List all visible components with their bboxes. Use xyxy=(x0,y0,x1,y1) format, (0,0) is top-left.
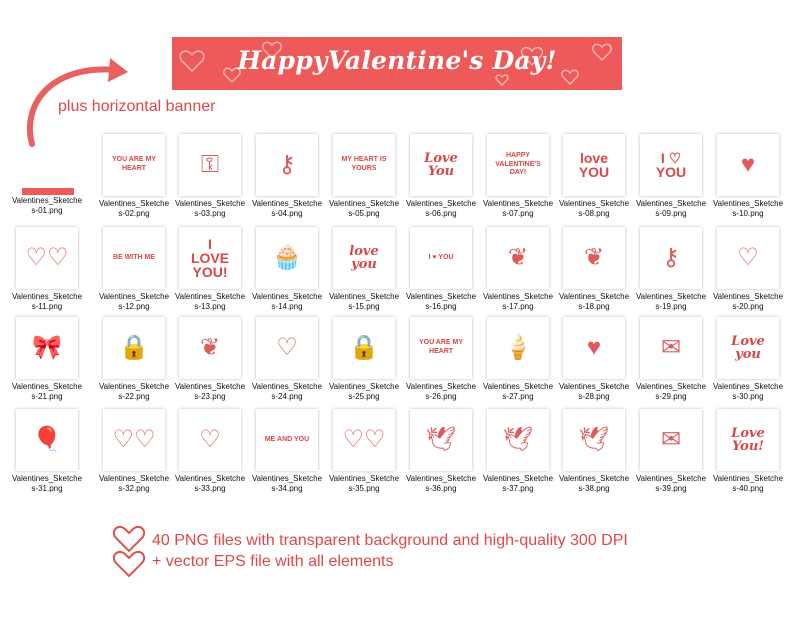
file-name: Valentines_Sketches-32.png xyxy=(98,474,170,493)
file-name: Valentines_Sketches-02.png xyxy=(98,199,170,218)
file-name: Valentines_Sketches-10.png xyxy=(712,199,784,218)
file-thumbnail xyxy=(563,134,625,196)
sketch-lettering: Love You xyxy=(424,151,458,179)
file-tile[interactable] xyxy=(634,409,708,494)
file-thumbnail xyxy=(333,409,395,471)
feature-item xyxy=(112,551,632,572)
file-thumbnail xyxy=(717,134,779,196)
file-name: Valentines_Sketches-04.png xyxy=(251,199,323,218)
file-name: Valentines_Sketches-13.png xyxy=(174,292,246,311)
file-thumbnail xyxy=(717,409,779,471)
file-name: Valentines_Sketches-39.png xyxy=(635,474,707,493)
sketch-icon: ⚷ xyxy=(662,244,680,271)
file-tile[interactable] xyxy=(327,227,401,312)
sketch-lettering: YOU ARE MY HEART xyxy=(111,156,157,172)
file-tile[interactable] xyxy=(557,317,631,402)
file-thumbnail xyxy=(256,317,318,379)
file-tile[interactable] xyxy=(711,134,785,219)
file-thumbnail xyxy=(16,227,78,289)
sketch-icon: ♡ xyxy=(276,334,298,361)
file-name: Valentines_Sketches-22.png xyxy=(98,382,170,401)
file-thumbnail xyxy=(563,317,625,379)
file-tile[interactable] xyxy=(173,317,247,402)
file-thumbnail xyxy=(179,317,241,379)
sketch-icon: ⚷ xyxy=(278,151,296,178)
file-thumbnail xyxy=(717,227,779,289)
file-name: Valentines_Sketches-40.png xyxy=(712,474,784,493)
file-tile[interactable] xyxy=(634,227,708,312)
file-name: Valentines_Sketches-06.png xyxy=(405,199,477,218)
feature-list xyxy=(112,530,632,572)
file-tile[interactable] xyxy=(711,409,785,494)
file-thumbnail xyxy=(640,134,702,196)
file-name: Valentines_Sketches-17.png xyxy=(482,292,554,311)
file-thumbnail xyxy=(179,134,241,196)
sketch-icon: 🔒 xyxy=(119,334,149,361)
file-tile[interactable] xyxy=(634,317,708,402)
file-tile[interactable] xyxy=(10,227,84,312)
file-tile[interactable] xyxy=(557,409,631,494)
sketch-lettering: love you xyxy=(349,244,379,272)
sketch-icon: ♡ xyxy=(199,426,221,453)
file-thumbnail xyxy=(563,409,625,471)
file-thumbnail xyxy=(487,409,549,471)
file-name: Valentines_Sketches-18.png xyxy=(558,292,630,311)
sketch-icon: ♡ xyxy=(737,244,759,271)
file-thumbnail xyxy=(410,227,472,289)
file-tile[interactable] xyxy=(481,134,555,219)
sketch-lettering: YOU ARE MY HEART xyxy=(418,339,464,355)
file-name: Valentines_Sketches-09.png xyxy=(635,199,707,218)
feature-text: + vector EPS file with all elements xyxy=(152,553,394,570)
file-name: Valentines_Sketches-25.png xyxy=(328,382,400,401)
file-thumbnail xyxy=(333,134,395,196)
sketch-lettering: love YOU xyxy=(578,150,610,180)
file-tile[interactable] xyxy=(10,409,84,494)
file-tile[interactable] xyxy=(173,134,247,219)
file-thumbnail xyxy=(256,409,318,471)
file-thumbnail xyxy=(103,317,165,379)
file-thumbnail xyxy=(487,317,549,379)
banner-callout-text: plus horizontal banner xyxy=(58,98,216,115)
file-tile[interactable] xyxy=(481,317,555,402)
file-name: Valentines_Sketches-11.png xyxy=(11,292,83,311)
file-tile[interactable] xyxy=(250,134,324,219)
sketch-lettering: I ♡ YOU xyxy=(655,150,687,180)
file-tile[interactable] xyxy=(327,134,401,219)
sketch-lettering: ME AND YOU xyxy=(264,435,310,443)
file-name: Valentines_Sketches-01.png xyxy=(11,196,83,215)
file-name: Valentines_Sketches-28.png xyxy=(558,382,630,401)
sketch-icon: ♡♡ xyxy=(342,426,386,453)
sketch-icon: ♥ xyxy=(740,151,756,178)
file-name: Valentines_Sketches-31.png xyxy=(11,474,83,493)
sketch-icon: ❦ xyxy=(199,334,221,361)
file-tile[interactable] xyxy=(97,134,171,219)
file-thumbnail xyxy=(333,317,395,379)
file-name: Valentines_Sketches-33.png xyxy=(174,474,246,493)
feature-item xyxy=(112,530,632,551)
file-name: Valentines_Sketches-03.png xyxy=(174,199,246,218)
sketch-icon: ❦ xyxy=(583,244,605,271)
sketch-lettering: Love You! xyxy=(731,426,765,454)
file-tile[interactable] xyxy=(711,227,785,312)
file-tile[interactable] xyxy=(250,227,324,312)
file-thumbnail xyxy=(410,134,472,196)
file-tile[interactable] xyxy=(557,227,631,312)
file-tile[interactable] xyxy=(250,409,324,494)
feature-text: 40 PNG files with transparent background and high-quality 300 DPI xyxy=(152,532,628,549)
file-thumbnail xyxy=(487,227,549,289)
file-tile[interactable] xyxy=(481,409,555,494)
file-thumbnail xyxy=(179,227,241,289)
file-name: Valentines_Sketches-27.png xyxy=(482,382,554,401)
sketch-icon: 🎀 xyxy=(32,334,62,361)
file-name: Valentines_Sketches-21.png xyxy=(11,382,83,401)
banner-title: HappyValentine's Day! xyxy=(237,46,557,75)
file-tile[interactable] xyxy=(327,317,401,402)
file-tile[interactable] xyxy=(557,134,631,219)
file-tile[interactable] xyxy=(404,134,478,219)
file-thumbnail xyxy=(256,134,318,196)
file-tile[interactable] xyxy=(97,317,171,402)
file-name: Valentines_Sketches-12.png xyxy=(98,292,170,311)
file-thumbnail xyxy=(487,134,549,196)
file-name: Valentines_Sketches-16.png xyxy=(405,292,477,311)
sketch-icon: ♡♡ xyxy=(112,426,156,453)
sketch-icon: ⚿ xyxy=(200,151,220,178)
file-name: Valentines_Sketches-34.png xyxy=(251,474,323,493)
file-tile[interactable] xyxy=(173,227,247,312)
file-name: Valentines_Sketches-14.png xyxy=(251,292,323,311)
file-name: Valentines_Sketches-08.png xyxy=(558,199,630,218)
file-thumbnail xyxy=(103,134,165,196)
file-name: Valentines_Sketches-20.png xyxy=(712,292,784,311)
file-thumbnail xyxy=(563,227,625,289)
file-thumbnail xyxy=(16,409,78,471)
file-tile[interactable] xyxy=(481,227,555,312)
sketch-lettering: I LOVE YOU! xyxy=(190,236,230,280)
heart-outline-icon xyxy=(112,549,146,579)
sketch-icon: 🍦 xyxy=(503,334,533,361)
file-thumbnail xyxy=(640,409,702,471)
sketch-icon: 🧁 xyxy=(272,244,302,271)
file-thumbnail xyxy=(16,317,78,379)
sketch-lettering: I ♥ YOU xyxy=(428,253,454,261)
sketch-icon: ♡♡ xyxy=(25,244,69,271)
file-thumbnail xyxy=(410,317,472,379)
file-thumbnail xyxy=(103,409,165,471)
file-name: Valentines_Sketches-05.png xyxy=(328,199,400,218)
file-name: Valentines_Sketches-07.png xyxy=(482,199,554,218)
file-thumbnail xyxy=(640,317,702,379)
file-name: Valentines_Sketches-15.png xyxy=(328,292,400,311)
file-name: Valentines_Sketches-38.png xyxy=(558,474,630,493)
sketch-icon: 🎈 xyxy=(32,426,62,453)
file-thumbnail xyxy=(179,409,241,471)
file-thumbnail xyxy=(717,317,779,379)
file-tile[interactable] xyxy=(711,317,785,402)
file-thumbnail xyxy=(410,409,472,471)
file-name: Valentines_Sketches-24.png xyxy=(251,382,323,401)
file-name: Valentines_Sketches-35.png xyxy=(328,474,400,493)
file-tile[interactable] xyxy=(10,317,84,402)
sketch-icon: ✉ xyxy=(660,334,682,361)
file-tile[interactable] xyxy=(327,409,401,494)
file-thumbnail xyxy=(333,227,395,289)
file-thumbnail xyxy=(256,227,318,289)
mini-banner-thumbnail xyxy=(22,188,74,195)
file-name: Valentines_Sketches-23.png xyxy=(174,382,246,401)
file-name: Valentines_Sketches-19.png xyxy=(635,292,707,311)
file-thumbnail xyxy=(640,227,702,289)
file-tile[interactable] xyxy=(97,227,171,312)
sketch-lettering: Love you xyxy=(731,334,765,362)
sketch-icon: 🕊 xyxy=(578,426,610,453)
file-tile[interactable] xyxy=(250,317,324,402)
file-name: Valentines_Sketches-37.png xyxy=(482,474,554,493)
file-tile[interactable] xyxy=(404,227,478,312)
sketch-icon: ❦ xyxy=(507,244,529,271)
file-thumbnail xyxy=(103,227,165,289)
file-name: Valentines_Sketches-36.png xyxy=(405,474,477,493)
file-tile[interactable] xyxy=(404,409,478,494)
sketch-icon: 🔒 xyxy=(349,334,379,361)
file-tile[interactable] xyxy=(404,317,478,402)
sketch-lettering: HAPPY VALENTINE'S DAY! xyxy=(495,151,541,177)
sketch-icon: ✉ xyxy=(660,426,682,453)
file-name: Valentines_Sketches-26.png xyxy=(405,382,477,401)
valentine-banner xyxy=(172,37,622,90)
file-name: Valentines_Sketches-30.png xyxy=(712,382,784,401)
file-name: Valentines_Sketches-29.png xyxy=(635,382,707,401)
file-tile[interactable] xyxy=(173,409,247,494)
sketch-lettering: BE WITH ME xyxy=(113,253,155,261)
sketch-lettering: MY HEART IS YOURS xyxy=(341,156,387,172)
sketch-icon: ♥ xyxy=(586,334,602,361)
file-tile[interactable] xyxy=(10,134,84,216)
sketch-icon: 🕊 xyxy=(425,426,457,453)
file-tile[interactable] xyxy=(97,409,171,494)
file-tile[interactable] xyxy=(634,134,708,219)
sketch-icon: 🕊 xyxy=(502,426,534,453)
